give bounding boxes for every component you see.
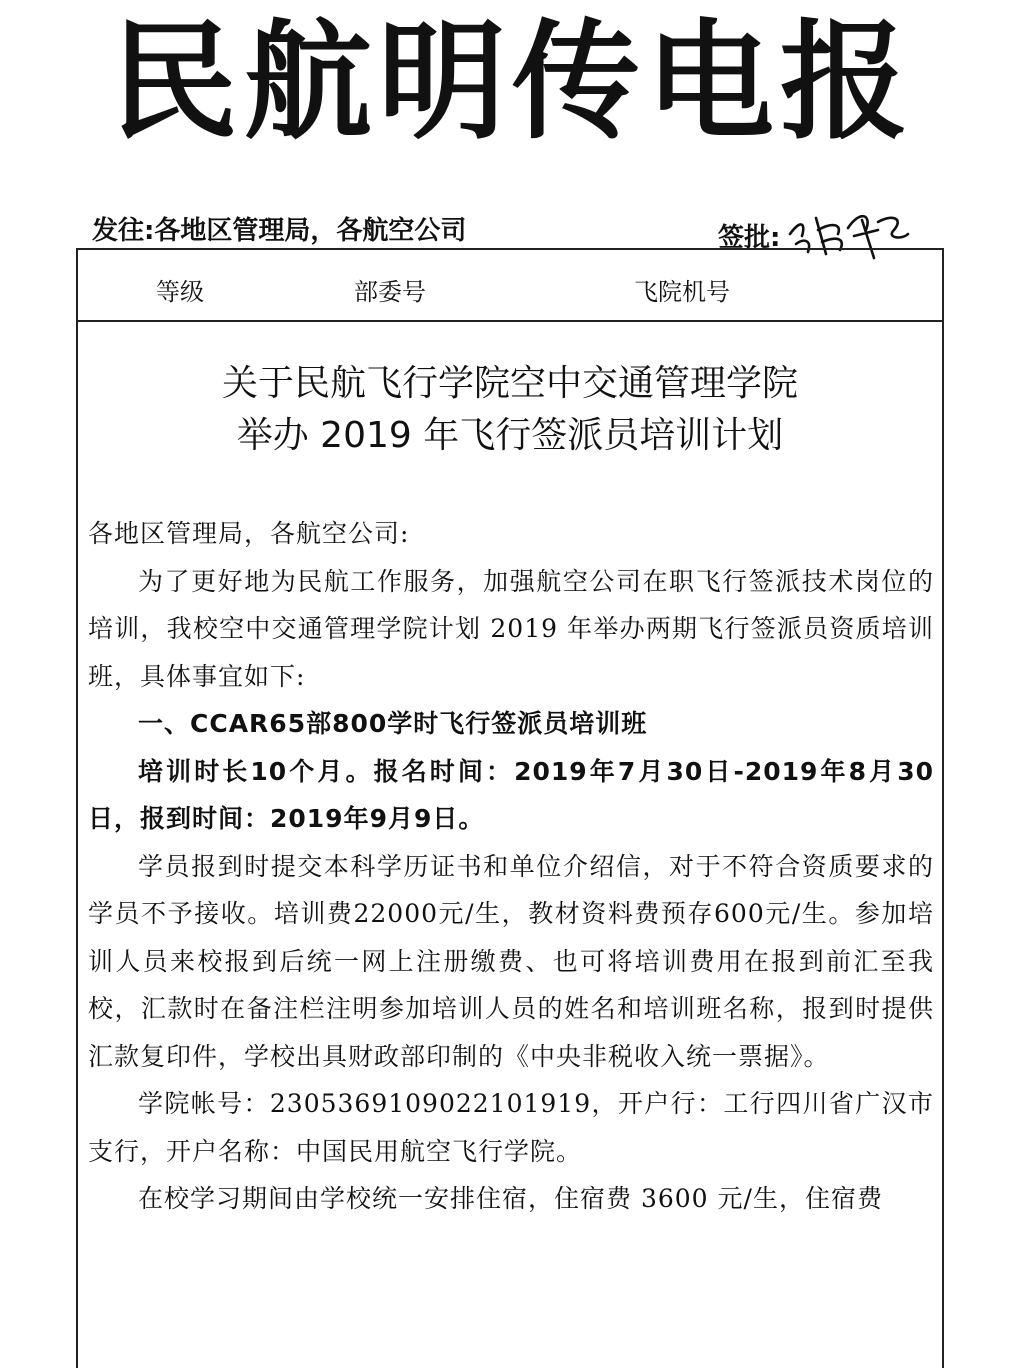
section-heading-1: 一、CCAR65部800学时飞行签派员培训班: [138, 709, 648, 738]
intro-paragraph: 为了更好地为民航工作服务，加强航空公司在职飞行签派技术岗位的培训，我校空中交通管理学院计划 2019 年举办两期飞行签派员资质培训班，具体事宜如下:: [88, 566, 934, 691]
header-row: [78, 250, 942, 322]
telegram-frame: [76, 248, 944, 1368]
housing-paragraph: 在校学习期间由学校统一安排住宿，住宿费 3600 元/生，住宿费: [138, 1184, 883, 1213]
salutation: 各地区管理局，各航空公司:: [88, 519, 410, 548]
approval-label: 签批:: [718, 222, 781, 253]
document-body: [88, 510, 934, 1223]
title-line-1: 关于民航飞行学院空中交通管理学院: [221, 363, 798, 404]
academy-number-label: 飞院机号: [634, 278, 730, 306]
schedule-paragraph: 培训时长10个月。报名时间：2019年7月30日-2019年8月30日，报到时间：2019年9月9日。: [88, 756, 934, 833]
level-label: 等级: [156, 278, 204, 306]
masthead-title: 民航明传电报: [109, 8, 914, 157]
account-paragraph: 学院帐号：2305369109022101919，开户行：工行四川省广汉市支行，开户名称：中国民用航空飞行学院。: [88, 1089, 934, 1166]
send-to-line: 发往:各地区管理局，各航空公司: [92, 216, 467, 246]
document-title: [78, 358, 942, 462]
ministry-number-label: 部委号: [354, 278, 426, 306]
title-line-2: 举办 2019 年飞行签派员培训计划: [236, 415, 784, 456]
requirements-paragraph: 学员报到时提交本科学历证书和单位介绍信，对于不符合资质要求的学员不予接收。培训费22000元/生，教材资料费预存600元/生。参加培训人员来校报到后统一网上注册缴费、也可将培训费用在报到前汇至我校，汇款时在备注栏注明参加培训人员的姓名和培训班名称，报到时提供汇款复印件，学校出具财政部印制的《中央非税收入统一票据》。: [88, 851, 934, 1071]
